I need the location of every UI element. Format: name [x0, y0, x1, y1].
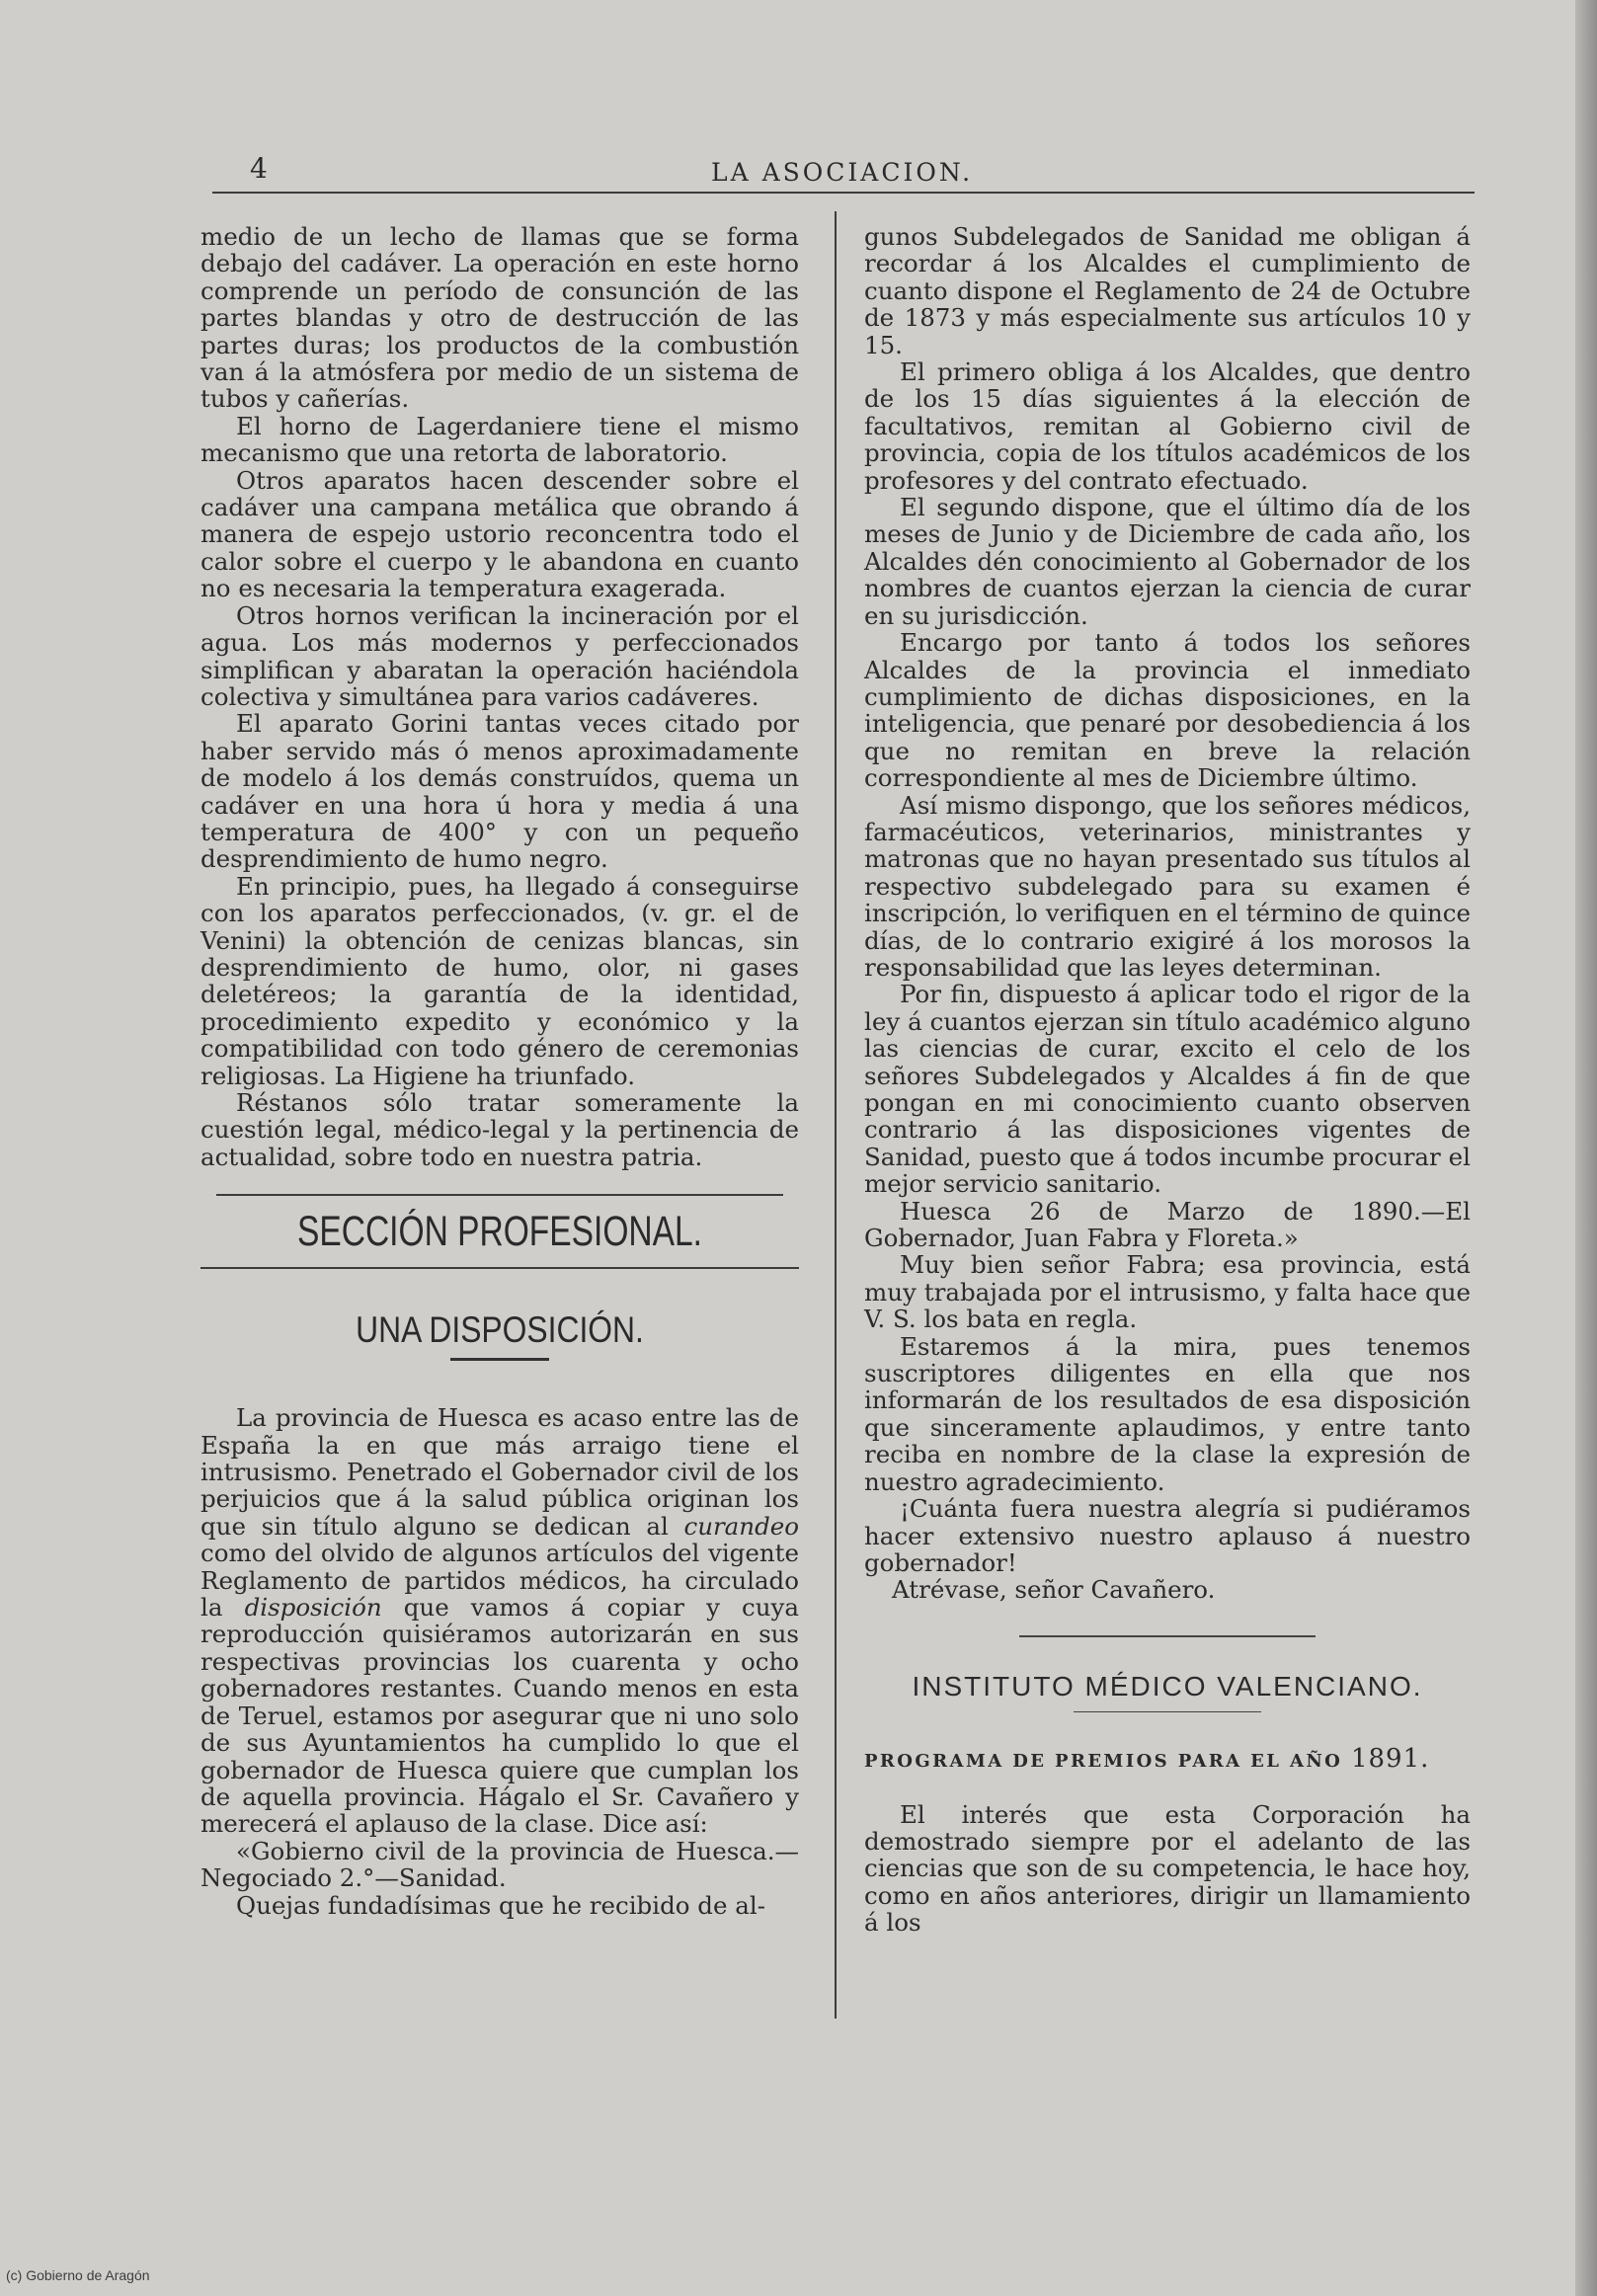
text-run: como del olvido de algunos artículos del vigente Reglamento de partidos médicos, ha circulado la — [200, 1539, 799, 1623]
institute-title: INSTITUTO MÉDICO VALENCIANO. — [912, 1670, 1423, 1702]
paragraph: Réstanos sólo tratar someramente la cuestión legal, médico-legal y la pertinencia de actualidad, sobre todo en nuestra patria. — [200, 1088, 799, 1171]
article-title: UNA DISPOSICIÓN. — [356, 1309, 644, 1351]
paragraph: gunos Subdelegados de Sanidad me obligan á recordar á los Alcaldes el cumplimiento de cuanto dispone el Reglamento de 24 de Octubre de 1873 y más especialmente sus artículos 10 y 15. — [864, 222, 1471, 359]
italic-term: curandeo — [683, 1511, 799, 1541]
right-column — [864, 223, 1471, 1937]
paragraph: Encargo por tanto á todos los señores Alcaldes de la provincia el inmediato cumplimiento de dichas disposiciones, en la inteligencia, que penaré por desobediencia á los que no remitan en breve la relación correspondiente al mes de Diciembre último. — [864, 628, 1471, 793]
paragraph: ¡Cuánta fuera nuestra alegría si pudiéramos hacer extensivo nuestro aplauso á nuestro gobernador! — [864, 1494, 1471, 1577]
program-label: PROGRAMA DE PREMIOS PARA EL AÑO — [864, 1751, 1343, 1773]
section-title: SECCIÓN PROFESIONAL. — [296, 1208, 703, 1256]
paragraph: Estaremos á la mira, pues tenemos suscriptores diligentes en ella que nos informarán de los resultados de esa disposición que sinceramente aplaudimos, y entre tanto reciba en nombre de la clase la expresión de nuestro agradecimiento. — [864, 1331, 1471, 1496]
paragraph: medio de un lecho de llamas que se forma debajo del cadáver. La operación en este horno comprende un período de consunción de las partes blandas y otro de destrucción de las partes duras; los productos de la combustión van á la atmósfera por medio de un sistema de tubos y cañerías. — [200, 222, 799, 414]
section-rule-top — [216, 1194, 783, 1196]
paragraph: Muy bien señor Fabra; esa provincia, está muy trabajada por el intrusismo, y falta hace que V. S. los bata en regla. — [864, 1250, 1471, 1334]
copyright-credit: (c) Gobierno de Aragón — [6, 2267, 150, 2283]
quoted-header: «Gobierno civil de la provincia de Huesca.—Negociado 2.°—Sanidad. — [200, 1836, 799, 1893]
signature-line: Atrévase, señor Cavañero. — [892, 1575, 1216, 1605]
paragraph: El primero obliga á los Alcaldes, que dentro de los 15 días siguientes á la elección de facultativos, remitan al Gobierno civil de provincia, copia de los títulos académicos de los profesores y del contrato efectuado. — [864, 357, 1471, 495]
paragraph: El interés que esta Corporación ha demostrado siempre por el adelanto de las ciencias que son de su competencia, le hace hoy, como en años anteriores, dirigir un llamamiento á los — [864, 1799, 1471, 1938]
running-title: LA ASOCIACION. — [711, 158, 974, 187]
paragraph: Huesca 26 de Marzo de 1890.—El Gobernador, Juan Fabra y Floreta.» — [864, 1196, 1471, 1253]
paragraph: Otros aparatos hacen descender sobre el cadáver una campana metálica que obrando á manera de espejo ustorio reconcentra todo el calor sobre el cuerpo y le abandona en cuanto no es necesaria la temperatura exagerada. — [200, 465, 799, 603]
text-run: La provincia de Huesca es acaso entre las de España la en que más arraigo tiene el intrusismo. Penetrado el Gobernador civil de los perjuicios que á la salud pública originan los que sin título alguno se dedican al — [200, 1403, 799, 1541]
paragraph: El horno de Lagerdaniere tiene el mismo mecanismo que una retorta de laboratorio. — [200, 411, 799, 468]
italic-term: disposición — [244, 1593, 382, 1623]
text-run: que vamos á copiar y cuya reproducción quisiéramos autorizarán en sus respectivas provincias los cuarenta y ocho gobernadores restantes. Cuando menos en esta de Teruel, estamos por asegurar que ni uno solo de sus Ayuntamientos ha cumplido lo que el gobernador de Huesca quiere que cumplan los de aquella provincia. Hágalo el Sr. Cavañero y merecerá el aplauso de la clase. Dice así: — [200, 1593, 800, 1839]
title-underline — [450, 1358, 549, 1361]
page-number: 4 — [250, 152, 268, 185]
page-header — [212, 150, 1475, 194]
paragraph: En principio, pues, ha llegado á conseguirse con los aparatos perfeccionados, (v. gr. el de Venini) la obtención de cenizas blancas, sin desprendimiento de humo, olor, ni gases deletéreos; la garantía de la identidad, procedimiento expedito y económico y la compatibilidad con todo género de ceremonias religiosas. La Higiene ha triunfado. — [200, 871, 799, 1090]
paragraph: El segundo dispone, que el último día de los meses de Junio y de Diciembre de cada año, los Alcaldes dén conocimiento al Gobernador de los nombres de cuantos ejerzan la ciencia de curar en su jurisdicción. — [864, 493, 1471, 630]
paragraph: Así mismo dispongo, que los señores médicos, farmacéuticos, veterinarios, ministrantes y matronas que no hayan presentado sus títulos al respectivo subdelegado para su examen é inscripción, lo verifiquen en el término de quince días, de lo contrario exigiré á los morosos la responsabilidad que las leyes determinan. — [864, 790, 1471, 982]
separator-rule — [1019, 1635, 1316, 1637]
section-rule-bottom — [200, 1267, 799, 1269]
article-paragraph: Quejas fundadísimas que he recibido de al- — [236, 1890, 765, 1920]
program-year: 1891. — [1350, 1744, 1430, 1775]
paragraph: Otros hornos verifican la incineración por el agua. Los más modernos y perfeccionados simplifican y abaratan la operación haciéndola colectiva y simultánea para varios cadáveres. — [200, 600, 799, 711]
paragraph: Por fin, dispuesto á aplicar todo el rigor de la ley á cuantos ejerzan sin título académico alguno las ciencias de curar, excito el celo de los señores Subdelegados y Alcaldes á fin de que pongan en mi conocimiento cuanto observen contrario á las disposiciones vigentes de Sanidad, puesto que á todos incumbe procurar el mejor servicio sanitario. — [864, 980, 1471, 1199]
paragraph: El aparato Gorini tantas veces citado por haber servido más ó menos aproximadamente de modelo á los demás construídos, quema un cadáver en una hora ú hora y media á una temperatura de 400° y con un pequeño desprendimiento de humo negro. — [200, 709, 799, 874]
left-column — [200, 223, 799, 1919]
program-heading — [864, 1746, 1471, 1775]
article-paragraph — [200, 1404, 799, 1838]
institute-underline — [1074, 1711, 1261, 1712]
column-divider — [835, 211, 837, 2019]
